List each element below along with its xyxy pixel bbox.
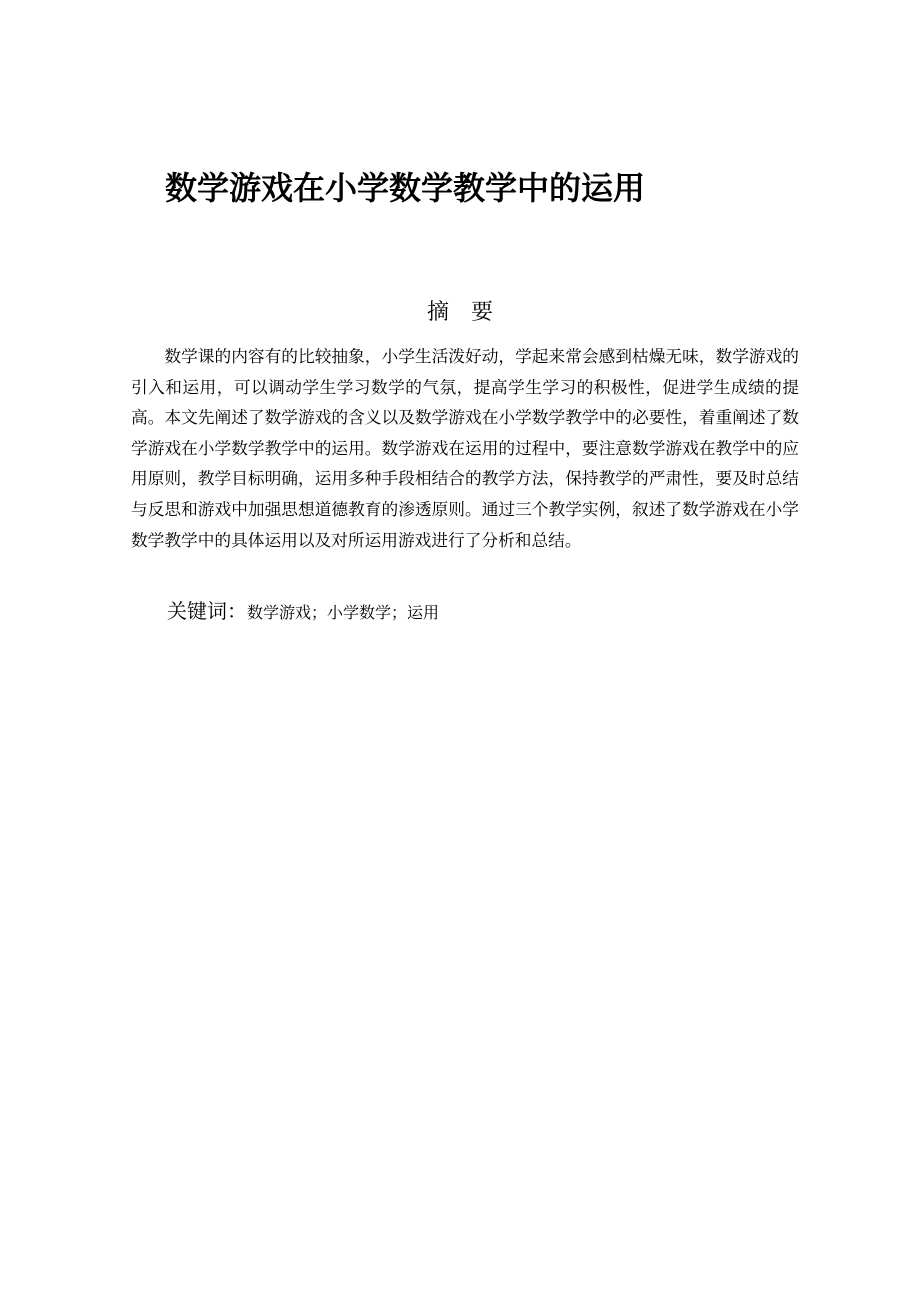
keywords-line <box>167 597 439 627</box>
abstract-heading: 摘要 <box>426 300 515 325</box>
abstract-body: 数学课的内容有的比较抽象，小学生活泼好动，学起来常会感到枯燥无味，数学游戏的引入和运用，可以调动学生学习数学的气氛，提高学生学习的积极性，促进学生成绩的提高。本文先阐述了数学游戏的含义以及数学游戏在小学数学教学中的必要性，着重阐述了数学游戏在小学数学教学中的运用。数学游戏在运用的过程中，要注意数学游戏在教学中的应用原则，教学目标明确，运用多种手段相结合的教学方法，保持教学的严肃性，要及时总结与反思和游戏中加强思想道德教育的渗透原则。通过三个教学实例，叙述了数学游戏在小学数学教学中的具体运用以及对所运用游戏进行了分析和总结。 <box>131 346 799 550</box>
keywords-label: 关键词： <box>167 599 247 623</box>
document-title: 数学游戏在小学数学教学中的运用 <box>165 169 646 207</box>
keywords-value: 数学游戏；小学数学；运用 <box>247 603 440 622</box>
